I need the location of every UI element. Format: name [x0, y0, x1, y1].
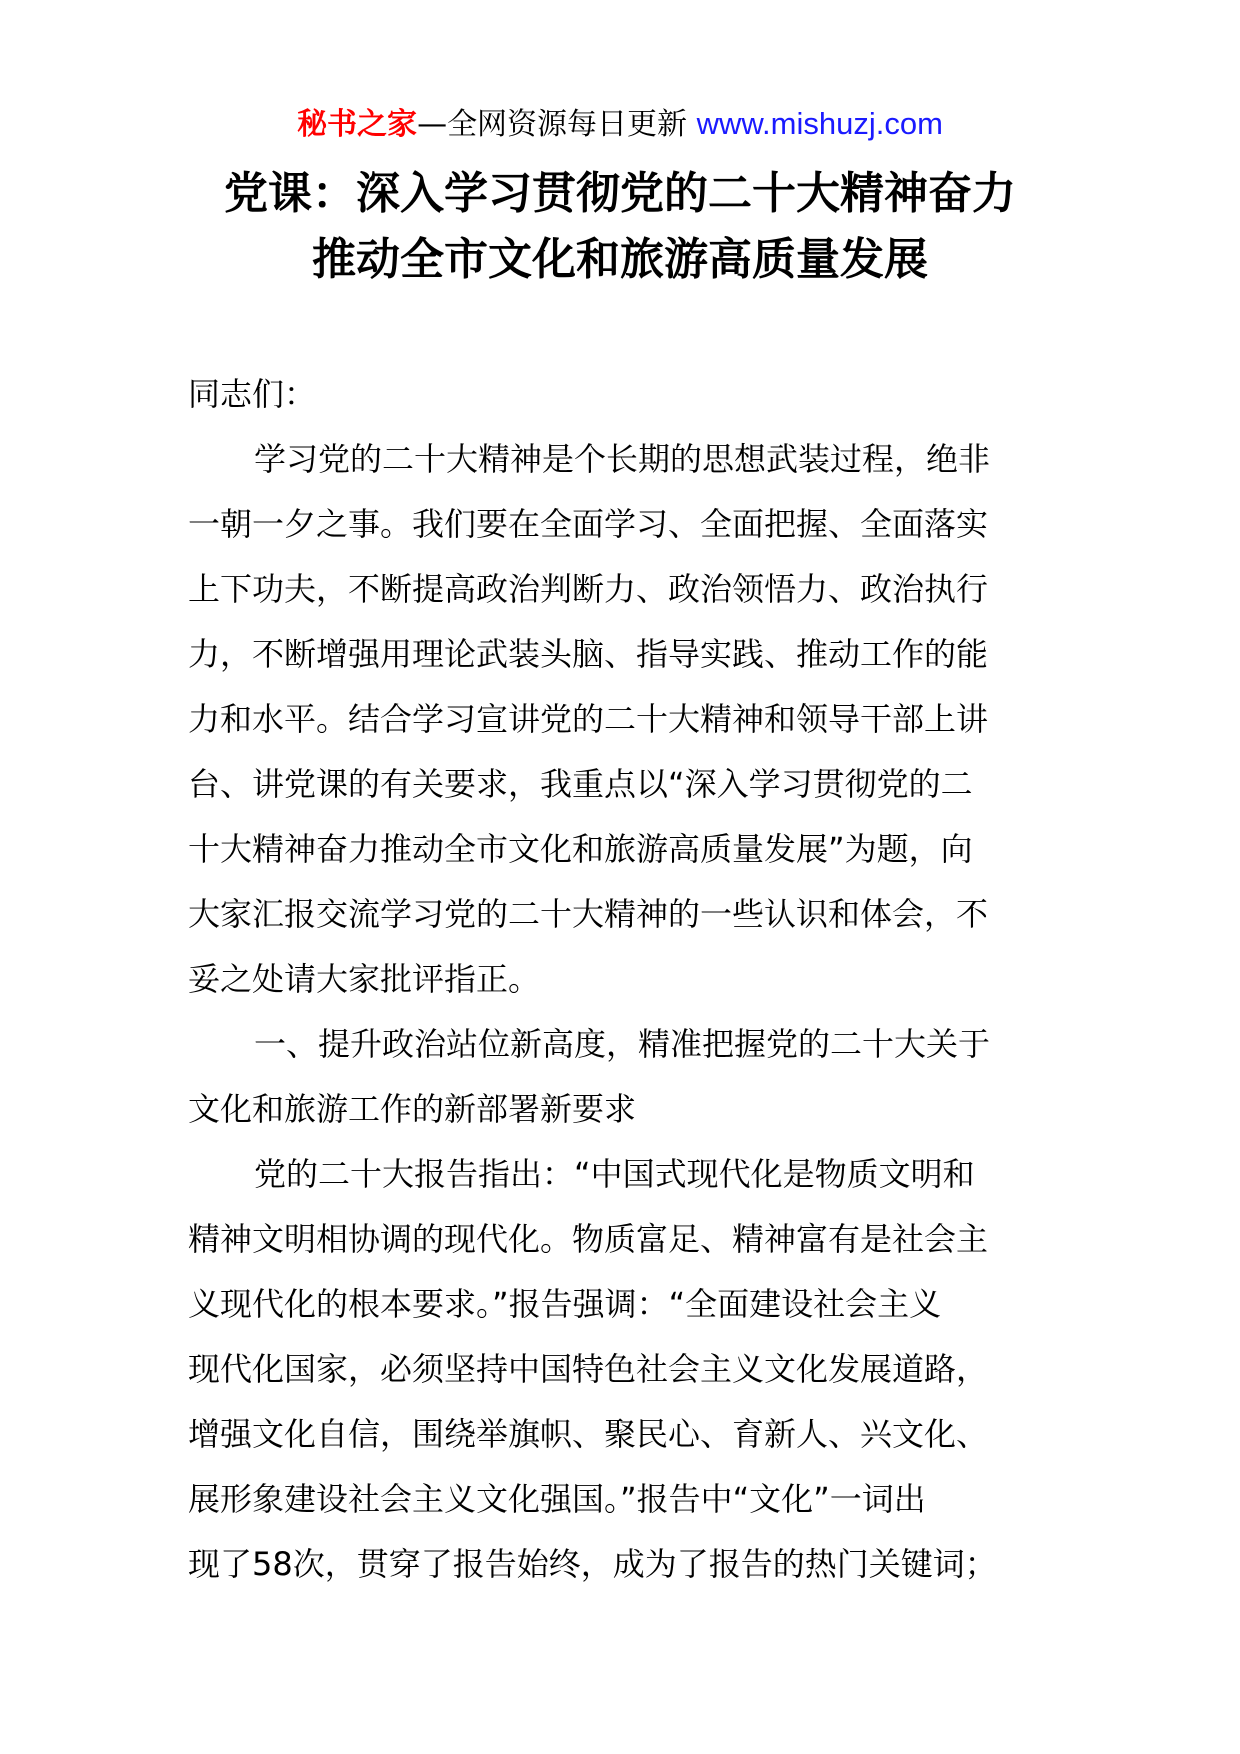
body-line: 党的二十大报告指出：“中国式现代化是物质文明和: [254, 1155, 975, 1193]
body-line: 上下功夫，不断提高政治判断力、政治领悟力、政治执行: [188, 570, 989, 608]
body-line: 大家汇报交流学习党的二十大精神的一些认识和体会，不: [188, 895, 989, 933]
body-line: 台、讲党课的有关要求，我重点以“深入学习贯彻党的二: [188, 765, 973, 803]
body-line: 义现代化的根本要求。”报告强调：“全面建设社会主义: [188, 1285, 942, 1323]
body-line: 十大精神奋力推动全市文化和旅游高质量发展”为题，向: [188, 830, 973, 868]
body-line: 精神文明相协调的现代化。物质富足、精神富有是社会主: [188, 1220, 989, 1258]
body-line: 妥之处请大家批评指正。: [188, 960, 541, 998]
body-line: 现了58次，贯穿了报告始终，成为了报告的热门关键词；: [188, 1545, 997, 1583]
body-line: 一朝一夕之事。我们要在全面学习、全面把握、全面落实: [188, 505, 989, 543]
body-line: 力，不断增强用理论武装头脑、指导实践、推动工作的能: [188, 635, 989, 673]
body-line: 同志们：: [188, 375, 317, 413]
site-header: [0, 100, 1240, 149]
body-line: 展形象建设社会主义文化强国。”报告中“文化”一词出: [188, 1480, 926, 1518]
body-line: 力和水平。结合学习宣讲党的二十大精神和领导干部上讲: [188, 700, 989, 738]
header-tagline: 全网资源每日更新: [447, 107, 688, 142]
document-title-line-1: 党课：深入学习贯彻党的二十大精神奋力: [224, 168, 1016, 219]
section-heading-line: 文化和旅游工作的新部署新要求: [188, 1090, 637, 1128]
site-brand: 秘书之家: [297, 107, 418, 142]
section-heading-line: 一、提升政治站位新高度，精准把握党的二十大关于: [254, 1025, 991, 1063]
document-title-line-2: 推动全市文化和旅游高质量发展: [312, 234, 928, 285]
document-body: [188, 362, 1060, 1597]
body-line: 学习党的二十大精神是个长期的思想武装过程，绝非: [254, 440, 991, 478]
site-url-link[interactable]: www.mishuzj.com: [696, 106, 943, 141]
body-line: 现代化国家，必须坚持中国特色社会主义文化发展道路，: [188, 1350, 989, 1388]
header-dash: —: [417, 107, 448, 142]
body-line: 增强文化自信，围绕举旗帜、聚民心、育新人、兴文化、: [188, 1415, 989, 1453]
